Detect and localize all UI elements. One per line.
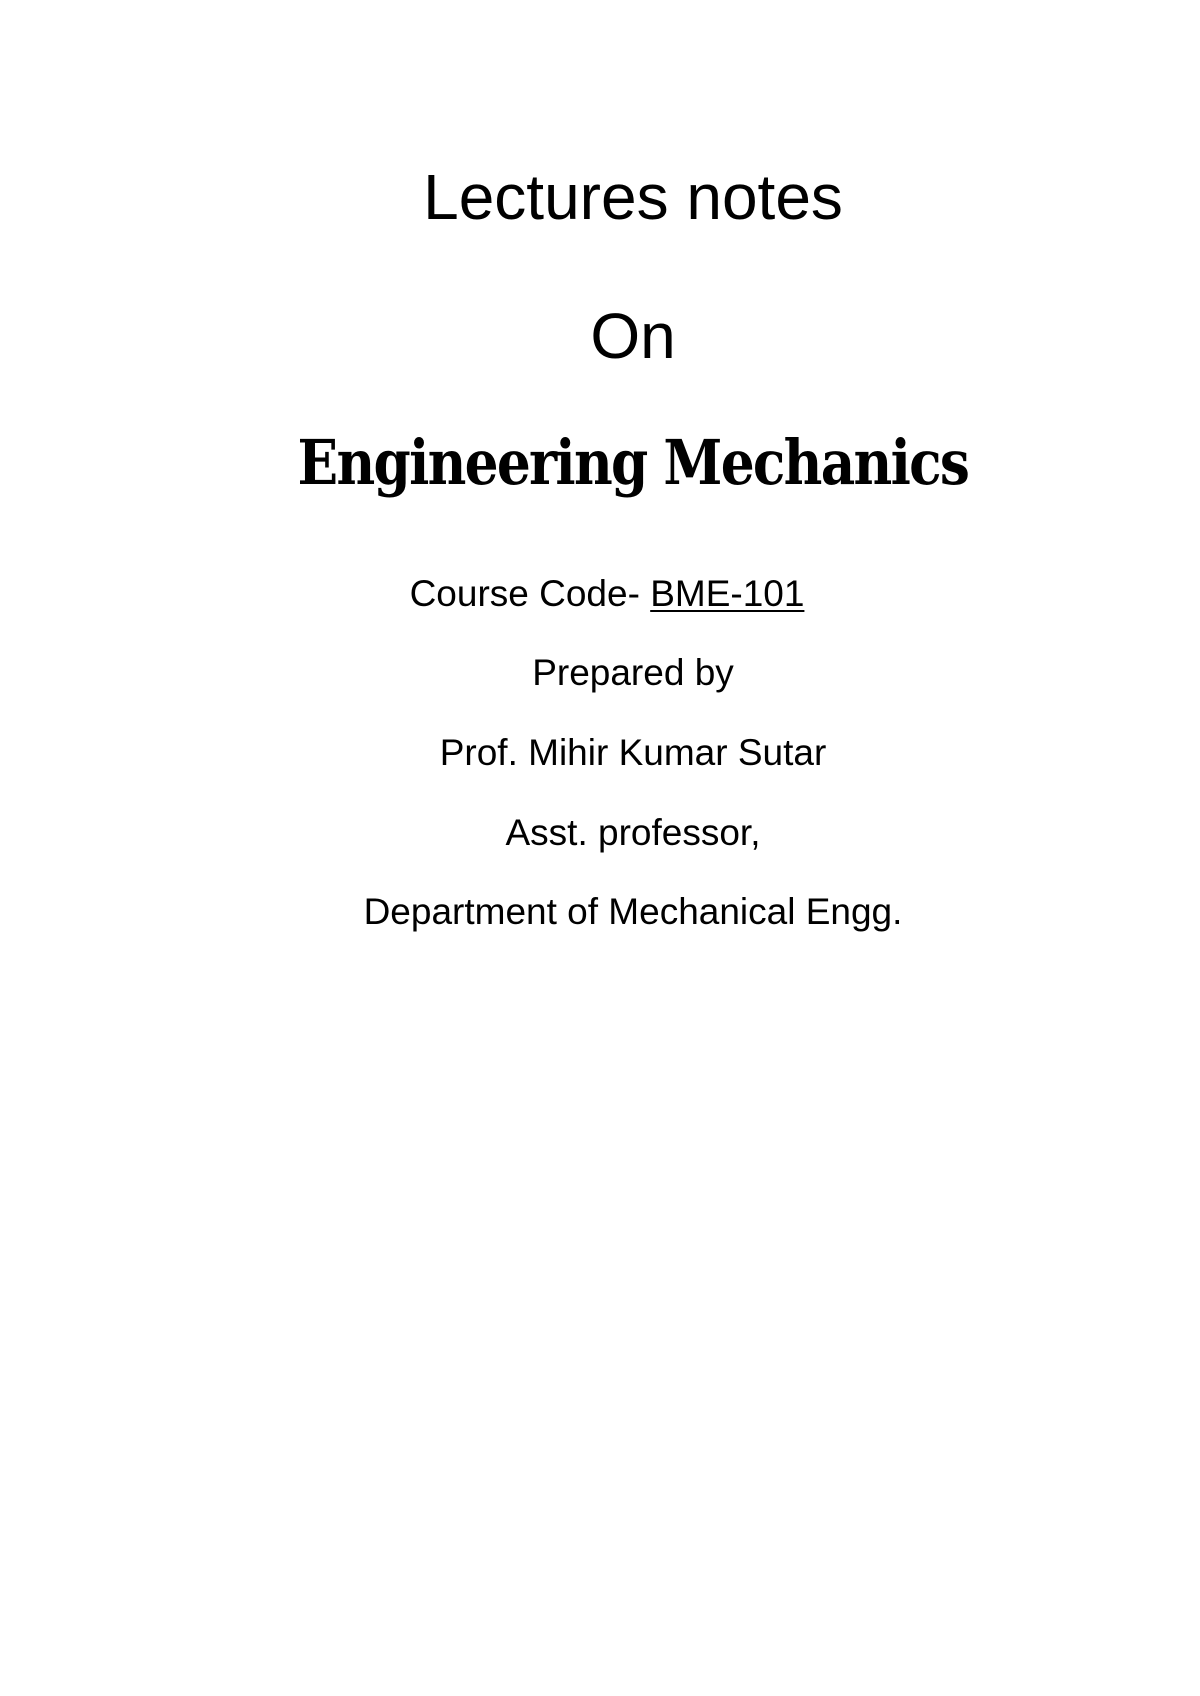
course-code-label: Course Code- bbox=[409, 573, 651, 614]
prepared-by: Prepared by bbox=[532, 652, 734, 693]
author-department: Department of Mechanical Engg. bbox=[363, 891, 903, 932]
author-designation: Asst. professor, bbox=[505, 812, 761, 853]
title-lectures-notes: Lectures notes bbox=[423, 161, 843, 233]
course-code-value: BME-101 bbox=[650, 573, 805, 614]
title-on: On bbox=[590, 300, 676, 372]
course-code-line bbox=[0, 575, 1200, 612]
title-subject: Engineering Mechanics bbox=[297, 426, 969, 499]
author-name: Prof. Mihir Kumar Sutar bbox=[439, 732, 827, 773]
